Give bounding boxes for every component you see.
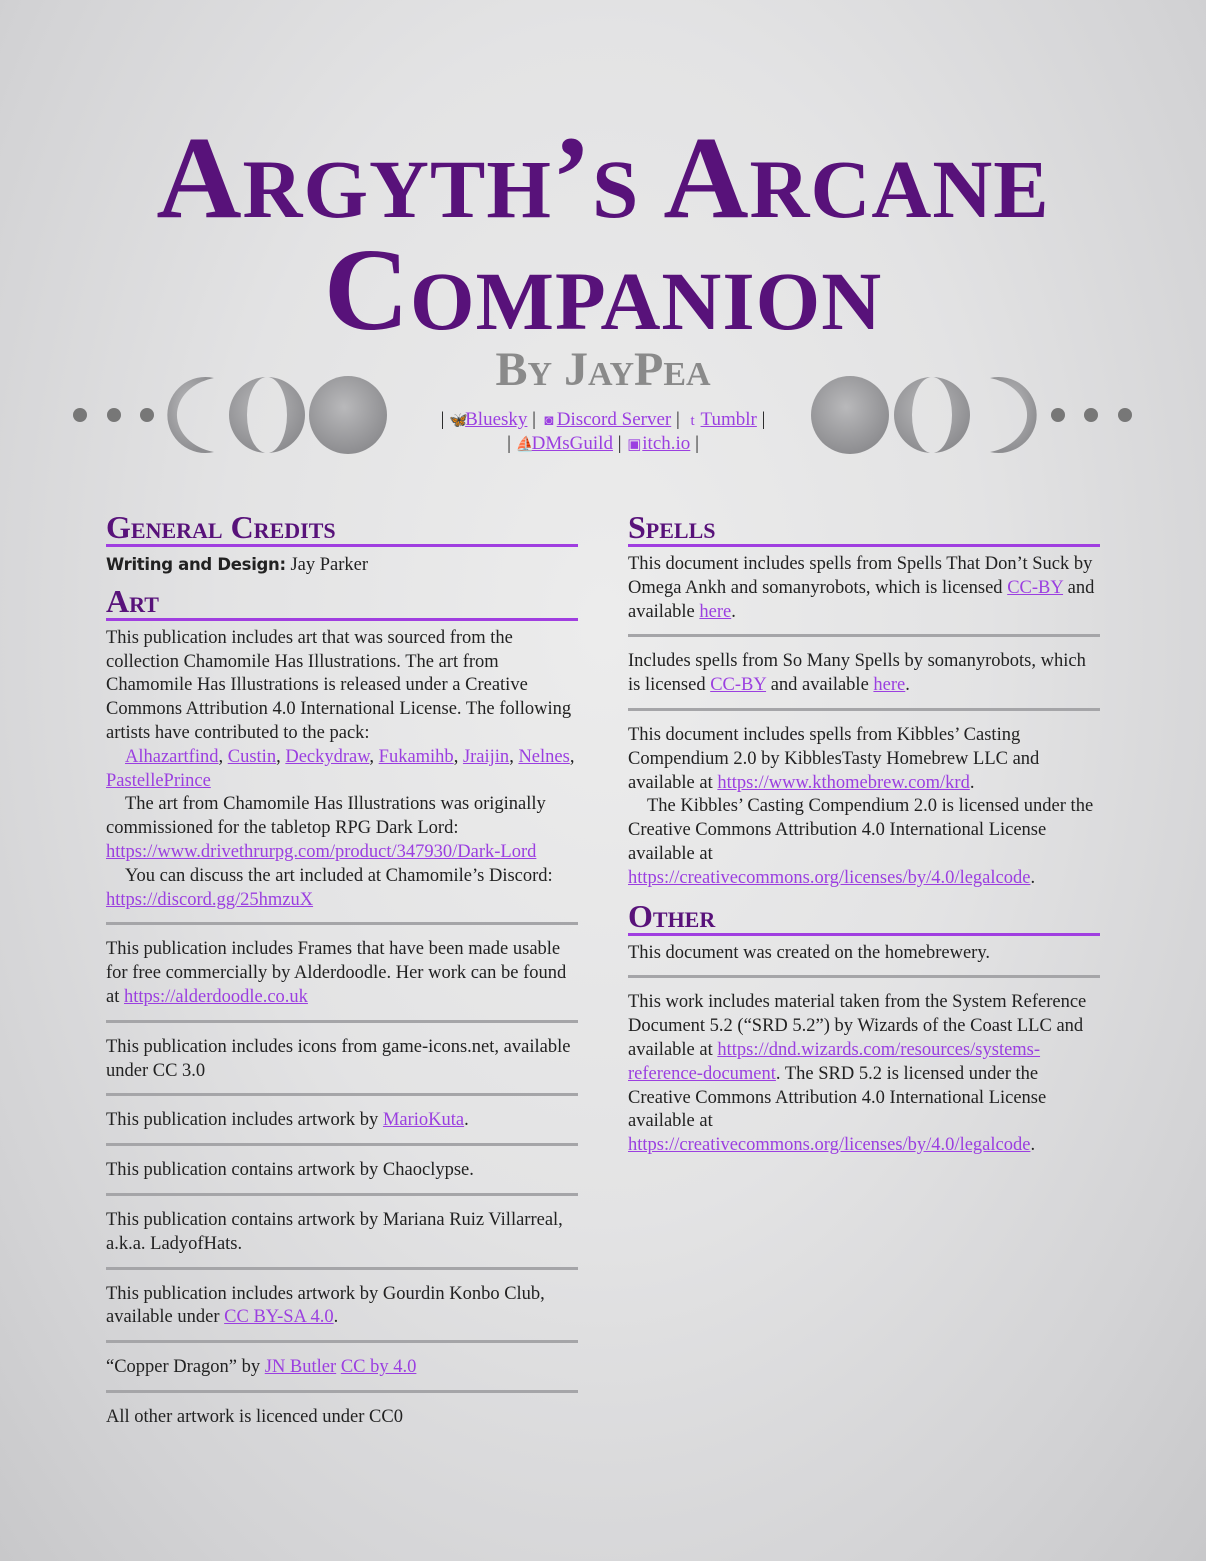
document-title (0, 112, 1206, 355)
gourdin-credit: This publication includes artwork by Gourdin Konbo Club, available under CC BY-SA 4.0. (106, 1283, 545, 1328)
spells-heading: Spells (628, 510, 1100, 547)
artist-link[interactable]: Nelnes (518, 746, 570, 767)
artist-link[interactable]: PastellePrince (106, 770, 211, 791)
divider (628, 975, 1100, 978)
other-artwork-credit: All other artwork is licenced under CC0 (106, 1406, 403, 1427)
left-column (106, 510, 578, 1430)
jn-butler-link[interactable]: JN Butler (264, 1357, 337, 1378)
kibbles-license: The Kibbles’ Casting Compendium 2.0 is licensed under the Creative Commons Attribution 4.0 International License available at https://creativecommons.org/licenses/by/4.0/legalcode. (628, 796, 1094, 888)
copper-dragon-credit: “Copper Dragon” by JN Butler CC by 4.0 (106, 1357, 417, 1378)
divider (106, 1193, 578, 1196)
dmsguild-link[interactable]: ⛵DMsGuild (516, 433, 613, 454)
here-link[interactable]: here (699, 601, 732, 622)
spells-credit-2: Includes spells from So Many Spells by somanyrobots, which is licensed CC-BY and available here. (628, 651, 1086, 696)
cc-by-link[interactable]: CC-BY (710, 675, 767, 696)
artist-link[interactable]: Jraijin (462, 746, 510, 767)
homebrewery-credit: This document was created on the homebrewery. (628, 942, 990, 963)
social-links-row-1: | 🦋Bluesky | ◙ Discord Server | t Tumblr | (0, 408, 1206, 433)
byline: By JayPea (495, 343, 711, 396)
discord-icon: ◙ (544, 413, 554, 429)
title-line-1: Argyth’s Arcane (156, 112, 1050, 243)
divider (106, 1390, 578, 1393)
writing-design-credit: Writing and Design: Jay Parker (106, 555, 369, 575)
general-credits-heading: General Credits (106, 510, 578, 547)
cc-by-link[interactable]: CC by 4.0 (340, 1357, 417, 1378)
divider (106, 1020, 578, 1023)
divider (628, 708, 1100, 711)
tumblr-link[interactable]: t Tumblr (685, 409, 757, 430)
title-line-2: Companion (323, 224, 883, 355)
frames-credit: This publication includes Frames that have been made usable for free commercially by Alderdoodle. Her work can be found at https://alderdoodle.co.uk (106, 939, 567, 1007)
mariana-credit: This publication contains artwork by Mariana Ruiz Villarreal, a.k.a. LadyofHats. (106, 1209, 563, 1254)
spells-credit-3: This document includes spells from Kibbles’ Casting Compendium 2.0 by KibblesTasty Homebrew LLC and available at https://www.kthomebrew.com/krd. (628, 724, 1040, 793)
icons-credit: This publication includes icons from game-icons.net, available under CC 3.0 (106, 1036, 571, 1081)
other-heading: Other (628, 899, 1100, 936)
divider (106, 1143, 578, 1146)
artist-list: Alhazartfind, Custin, Deckydraw, Fukamihb, Jraijin, Nelnes, PastellePrince (106, 746, 575, 791)
kthomebrew-link[interactable]: https://www.kthomebrew.com/krd (717, 772, 970, 793)
right-column (628, 510, 1100, 1158)
mariokuta-link[interactable]: MarioKuta (382, 1110, 465, 1131)
divider (106, 1340, 578, 1343)
srd-credit: This work includes material taken from the System Reference Document 5.2 (“SRD 5.2”) by Wizards of the Coast LLC and available at https://dnd.wizards.com/resources/systems-reference-document. The SRD 5.2 is licensed under the Creative Commons Attribution 4.0 International License available at https://creativecommons.org/licenses/by/4.0/legalcode. (628, 992, 1087, 1156)
discord-link[interactable]: ◙ Discord Server (541, 409, 672, 430)
art-heading: Art (106, 584, 578, 621)
srd-link[interactable]: https://dnd.wizards.com/resources/systems-reference-document (628, 1039, 1041, 1084)
here-link[interactable]: here (873, 675, 906, 696)
dmsguild-icon: ⛵ (515, 437, 535, 453)
cc-by-link[interactable]: CC-BY (1007, 577, 1064, 598)
art-paragraph-2: The art from Chamomile Has Illustrations was originally commissioned for the tabletop RPG Dark Lord: https://www.drivethrurpg.com/product/347930/Dark-Lord (106, 794, 546, 862)
tumblr-icon: t (690, 413, 695, 429)
art-paragraph-1: This publication includes art that was sourced from the collection Chamomile Has Illustrations. The art from Chamomile Has Illustrations is released under a Creative Commons Attribution 4.0 International License. The following artists have contributed to the pack: (106, 627, 572, 743)
artist-link[interactable]: Custin (227, 746, 277, 767)
butterfly-icon: 🦋 (449, 413, 468, 429)
chaoclypse-credit: This publication contains artwork by Chaoclypse. (106, 1160, 474, 1181)
divider (106, 1267, 578, 1270)
cc-legalcode-link[interactable]: https://creativecommons.org/licenses/by/4.0/legalcode (628, 867, 1031, 888)
artist-link[interactable]: Deckydraw (285, 746, 370, 767)
alderdoodle-link[interactable]: https://alderdoodle.co.uk (123, 986, 308, 1007)
social-links-row-2: | ⛵DMsGuild | ▣itch.io | (0, 432, 1206, 457)
cc-legalcode-link[interactable]: https://creativecommons.org/licenses/by/4.0/legalcode (628, 1135, 1031, 1156)
mariokuta-credit: This publication includes artwork by MarioKuta. (106, 1110, 469, 1131)
spells-credit-1: This document includes spells from Spells That Don’t Suck by Omega Ankh and somanyrobots, which is licensed CC-BY and available here. (628, 554, 1095, 622)
artist-link[interactable]: Fukamihb (378, 746, 454, 767)
art-paragraph-3: You can discuss the art included at Chamomile’s Discord: https://discord.gg/25hmzuX (106, 865, 553, 910)
itchio-icon: ▣ (627, 437, 642, 453)
divider (106, 922, 578, 925)
divider (628, 634, 1100, 637)
dark-lord-link[interactable]: https://www.drivethrurpg.com/product/347930/Dark-Lord (106, 841, 537, 862)
itchio-link[interactable]: ▣itch.io (626, 433, 690, 454)
discord-invite-link[interactable]: https://discord.gg/25hmzuX (106, 889, 314, 910)
divider (106, 1093, 578, 1096)
artist-link[interactable]: Alhazartfind (125, 746, 219, 767)
bluesky-link[interactable]: 🦋Bluesky (449, 409, 527, 430)
cc-by-sa-link[interactable]: CC BY-SA 4.0 (224, 1307, 334, 1328)
